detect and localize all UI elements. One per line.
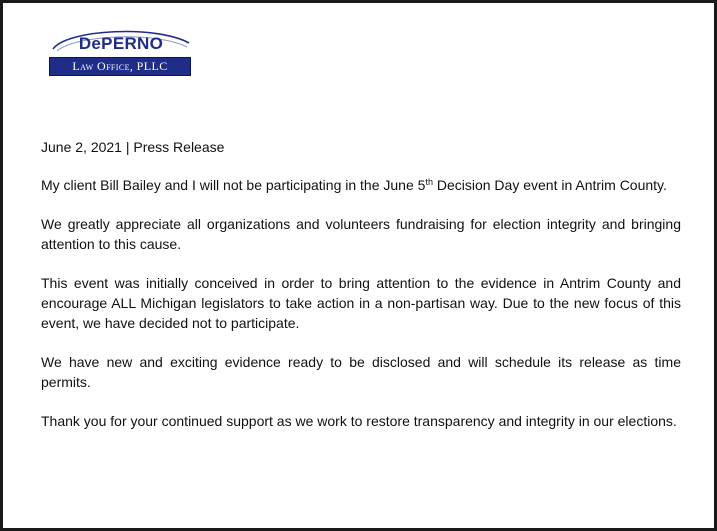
law-office-logo: [47, 27, 195, 83]
paragraph-3: This event was initially conceived in order to bring attention to the evidence in Antrim County and encourage ALL Michigan legislators to take action in a non-partisan way. Due to the new focus of this event, we have decided not to participate.: [41, 275, 681, 331]
dateline: June 2, 2021 | Press Release: [41, 139, 225, 155]
paragraph-4: We have new and exciting evidence ready to be disclosed and will schedule its release as time permits.: [41, 354, 681, 390]
paragraph-1-text-start: My client Bill Bailey and I will not be participating in the June 5: [41, 177, 426, 193]
press-release-body: [41, 137, 681, 450]
paragraph-1-text-end: Decision Day event in Antrim County.: [432, 177, 667, 193]
paragraph-1: [41, 175, 681, 195]
ordinal-suffix: th: [425, 177, 433, 187]
logo-firm-name: DePERNO: [78, 34, 164, 53]
logo-subtitle: Law Office, PLLC: [72, 59, 168, 73]
paragraph-2: We greatly appreciate all organizations and volunteers fundraising for election integrity and bringing attention to this cause.: [41, 216, 681, 252]
paragraph-5: Thank you for your continued support as we work to restore transparency and integrity in our elections.: [41, 413, 677, 429]
logo-subtitle-banner: [49, 57, 191, 76]
